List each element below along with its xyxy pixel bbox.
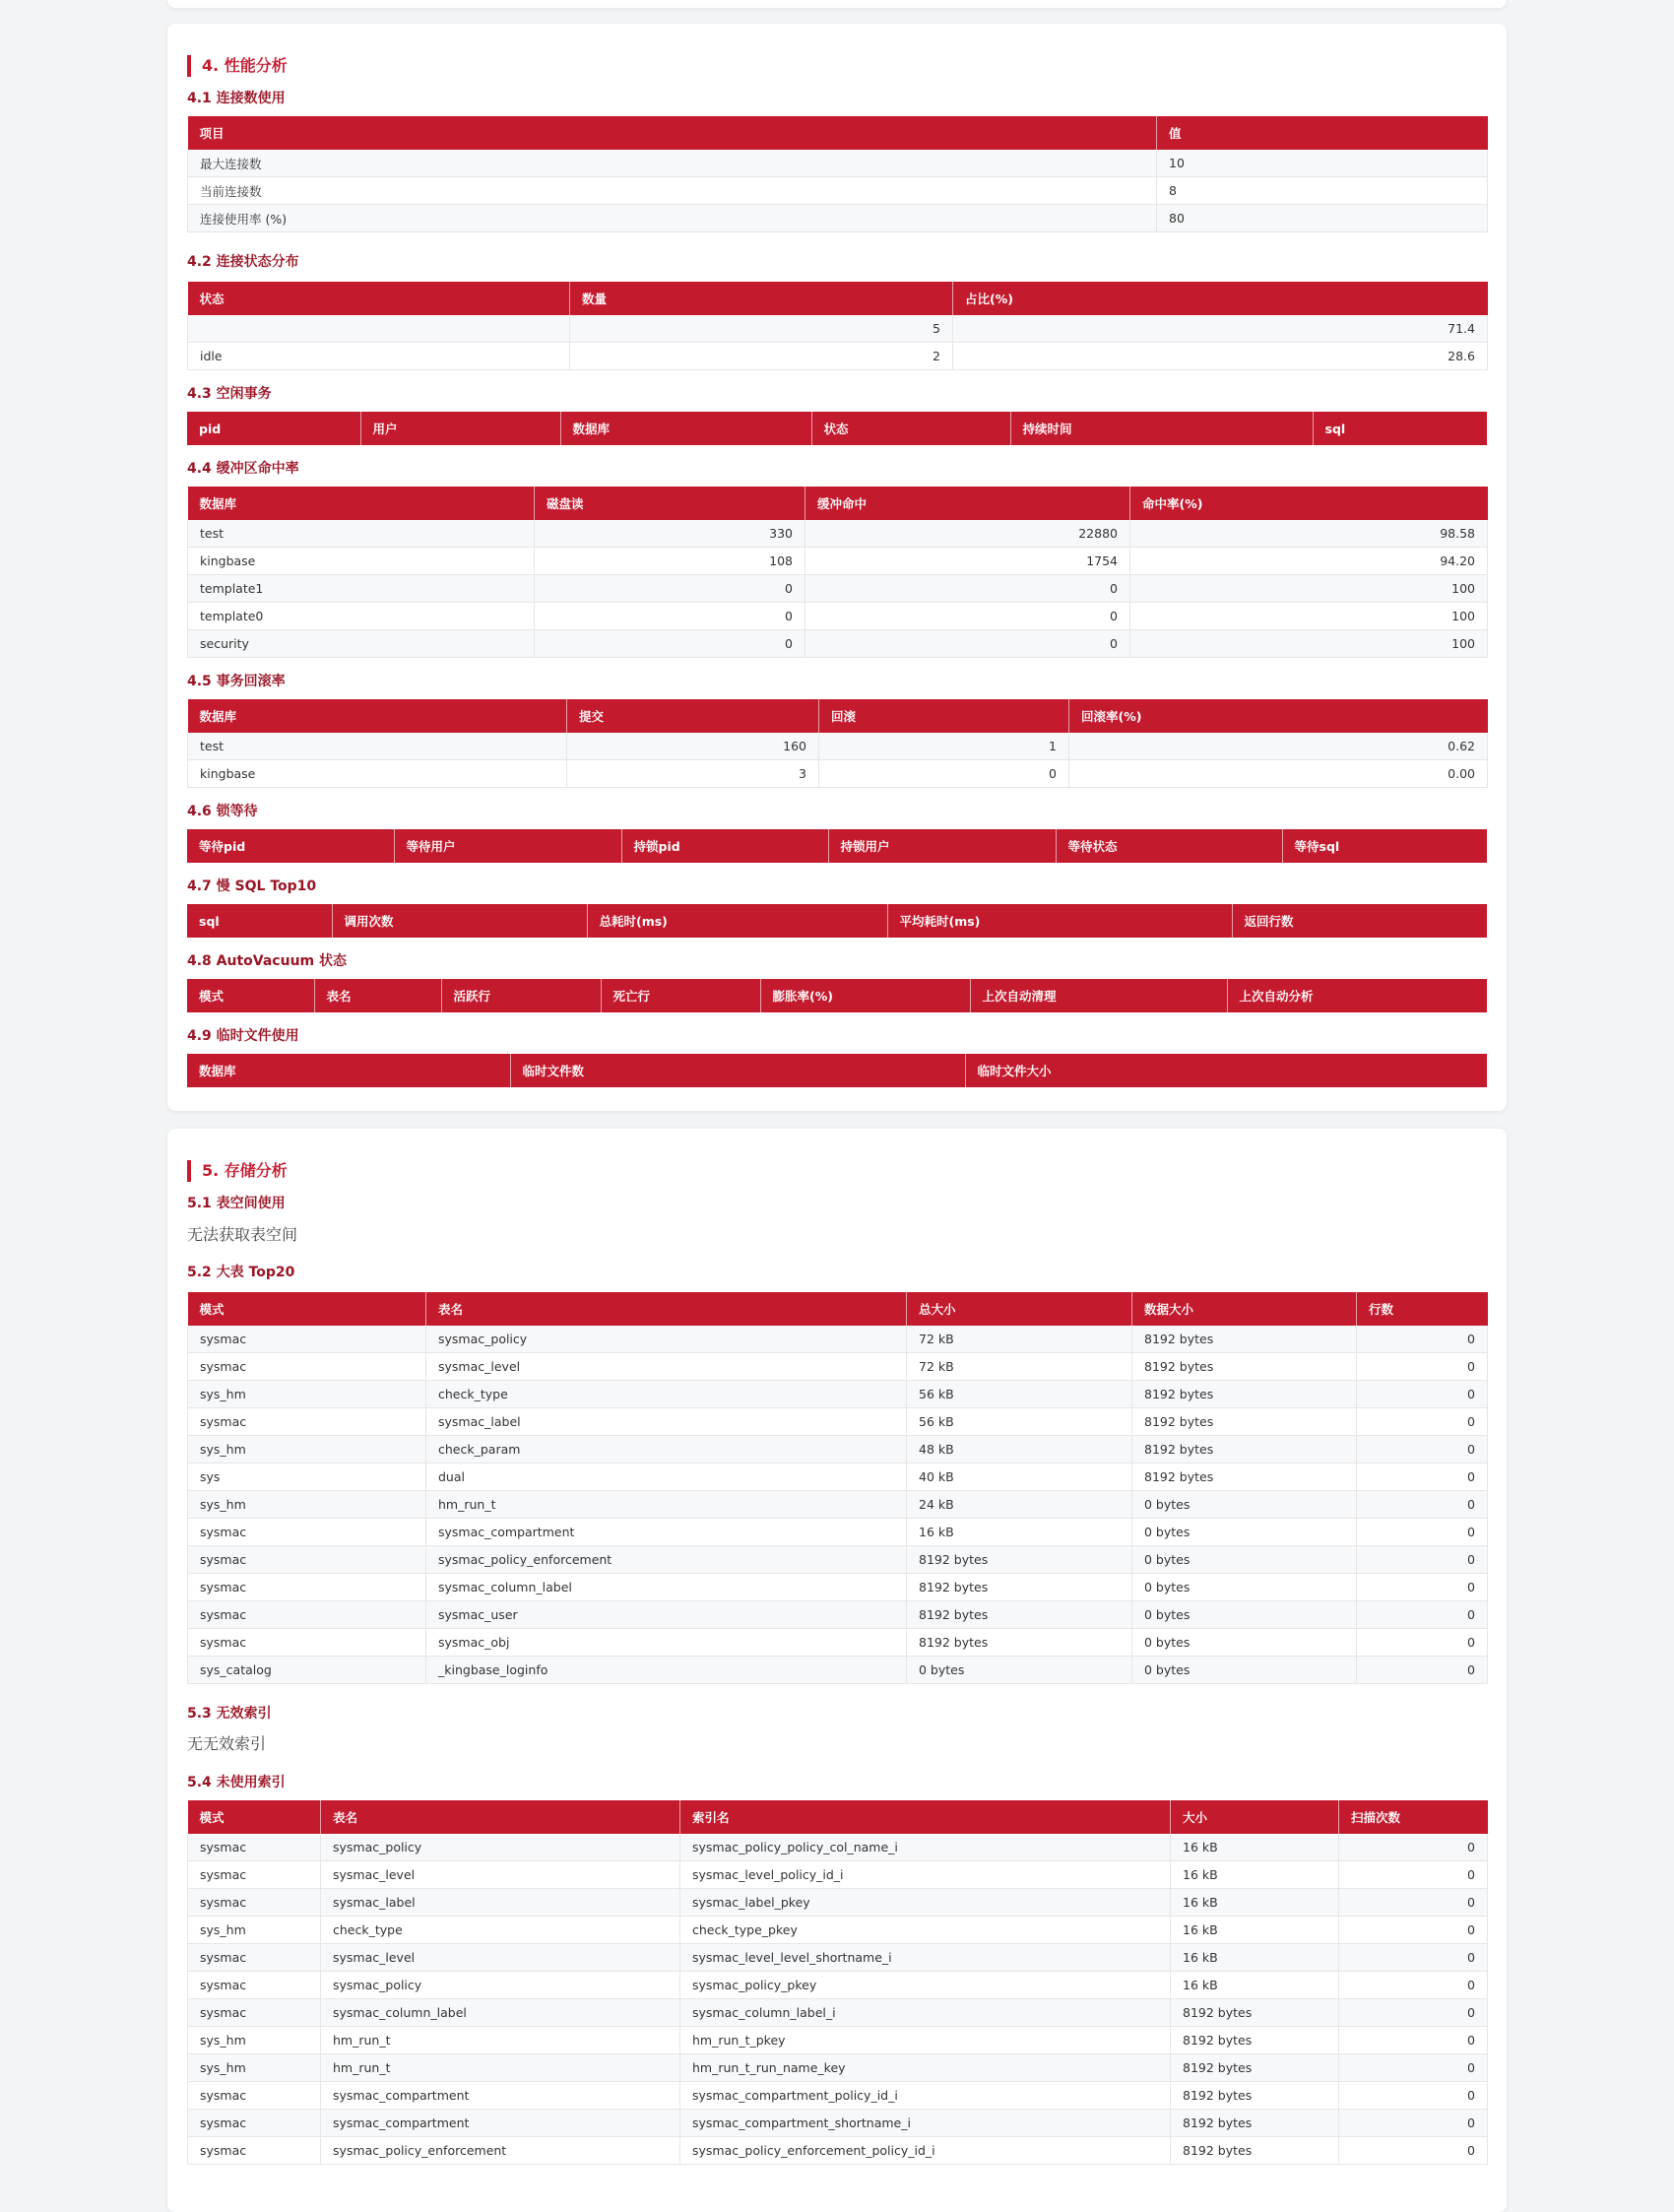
table-cell: sysmac_policy_policy_col_name_i (680, 1834, 1171, 1861)
table-cell: 0 (1357, 1408, 1488, 1436)
table-cell: 0 bytes (1132, 1574, 1357, 1601)
table-cell: 16 kB (1171, 1944, 1339, 1972)
subsection-title-large-tables: 5.2 大表 Top20 (187, 1265, 295, 1280)
table-cell: kingbase (188, 548, 535, 575)
column-header: 调用次数 (332, 904, 587, 938)
table-cell: sysmac (188, 1972, 321, 1999)
table-cell: 56 kB (907, 1408, 1132, 1436)
column-header: 模式 (187, 979, 314, 1012)
column-header: 等待状态 (1056, 829, 1282, 863)
unused-indexes-table (187, 1800, 1488, 2165)
large-tables-table (187, 1292, 1488, 1684)
table-row (188, 1834, 1488, 1861)
table-cell: sysmac (188, 1326, 426, 1353)
table-cell: sysmac_compartment_shortname_i (680, 2110, 1171, 2137)
table-row (188, 1491, 1488, 1519)
column-header: 死亡行 (601, 979, 760, 1012)
column-header: 数量 (570, 282, 953, 315)
subsection-title-unused-indexes: 5.4 未使用索引 (187, 1775, 286, 1790)
table-cell: sysmac_policy (321, 1972, 680, 1999)
column-header: 值 (1157, 116, 1488, 150)
table-cell: 0 (805, 603, 1130, 630)
table-cell: 0 (1357, 1574, 1488, 1601)
table-cell: 8192 bytes (1171, 2110, 1339, 2137)
table-cell: 48 kB (907, 1436, 1132, 1464)
table-cell: sysmac_level (321, 1861, 680, 1889)
table-cell: sysmac (188, 1574, 426, 1601)
table-row (188, 1381, 1488, 1408)
column-header: 扫描次数 (1339, 1800, 1488, 1834)
table-cell: 0.62 (1069, 733, 1488, 760)
table-cell: sys_hm (188, 1491, 426, 1519)
section-title-storage: 5. 存储分析 (187, 1160, 1467, 1182)
column-header: 项目 (188, 116, 1157, 150)
column-header: 磁盘读 (535, 487, 805, 520)
table-cell: 16 kB (1171, 1834, 1339, 1861)
table-cell: sysmac (188, 1944, 321, 1972)
table-cell: sysmac (188, 1546, 426, 1574)
column-header: 表名 (426, 1292, 907, 1326)
subsection-title-autovacuum: 4.8 AutoVacuum 状态 (187, 953, 347, 969)
table-cell: 100 (1130, 630, 1488, 658)
table-cell: sysmac_label (426, 1408, 907, 1436)
table-row (188, 548, 1488, 575)
connections-table (187, 116, 1488, 232)
table-cell: sysmac (188, 1999, 321, 2027)
table-cell: dual (426, 1464, 907, 1491)
table-cell: sysmac_policy (426, 1326, 907, 1353)
table-cell: 0 bytes (1132, 1546, 1357, 1574)
table-cell: 8 (1157, 177, 1488, 205)
table-cell: sys (188, 1464, 426, 1491)
table-cell: 0 (1357, 1464, 1488, 1491)
table-cell: sysmac_column_label_i (680, 1999, 1171, 2027)
lock-wait-table (187, 829, 1487, 863)
table-cell: sysmac_compartment (321, 2082, 680, 2110)
table-cell: 0 bytes (1132, 1491, 1357, 1519)
table-cell: 0 (1339, 2110, 1488, 2137)
table-cell: sysmac_label_pkey (680, 1889, 1171, 1917)
column-header: 膨胀率(%) (760, 979, 970, 1012)
column-header: 命中率(%) (1130, 487, 1488, 520)
storage-analysis-card (167, 1129, 1507, 2212)
table-row (188, 1944, 1488, 1972)
table-cell: 24 kB (907, 1491, 1132, 1519)
connection-states-table (187, 282, 1488, 370)
table-cell: 80 (1157, 205, 1488, 232)
column-header: 状态 (188, 282, 570, 315)
autovacuum-table (187, 979, 1487, 1012)
column-header: 数据库 (188, 699, 567, 733)
table-row (188, 1917, 1488, 1944)
table-cell: 0 (1357, 1657, 1488, 1684)
table-cell: hm_run_t (321, 2054, 680, 2082)
table-cell: 0 bytes (907, 1657, 1132, 1684)
table-cell: 0 (805, 575, 1130, 603)
table-row (188, 1436, 1488, 1464)
table-cell: 0 (1339, 1944, 1488, 1972)
temp-files-table (187, 1054, 1487, 1087)
table-cell: template1 (188, 575, 535, 603)
table-cell: test (188, 733, 567, 760)
table-cell: idle (188, 343, 570, 370)
subsection-title-slow-sql: 4.7 慢 SQL Top10 (187, 878, 317, 894)
table-cell: 71.4 (953, 315, 1488, 343)
table-cell: sysmac (188, 1519, 426, 1546)
table-cell: 最大连接数 (188, 150, 1157, 177)
column-header: 平均耗时(ms) (887, 904, 1232, 938)
table-cell: sysmac (188, 1601, 426, 1629)
table-cell: sysmac (188, 2082, 321, 2110)
table-cell: 0 (535, 603, 805, 630)
table-cell: 16 kB (907, 1519, 1132, 1546)
column-header: 数据大小 (1132, 1292, 1357, 1326)
table-cell: sysmac_compartment (426, 1519, 907, 1546)
table-cell: check_type (426, 1381, 907, 1408)
table-cell: sysmac (188, 1353, 426, 1381)
column-header: 上次自动清理 (970, 979, 1227, 1012)
column-header: 持续时间 (1010, 412, 1313, 445)
table-cell: 8192 bytes (1171, 2027, 1339, 2054)
table-cell: 8192 bytes (907, 1601, 1132, 1629)
table-cell: check_type (321, 1917, 680, 1944)
table-row (188, 630, 1488, 658)
table-cell: hm_run_t (321, 2027, 680, 2054)
column-header: 表名 (314, 979, 441, 1012)
table-cell: 8192 bytes (1171, 2082, 1339, 2110)
table-cell: sysmac (188, 1629, 426, 1657)
table-cell: sysmac (188, 1889, 321, 1917)
table-cell: hm_run_t (426, 1491, 907, 1519)
table-cell: sysmac_level_policy_id_i (680, 1861, 1171, 1889)
table-cell: sysmac_column_label (426, 1574, 907, 1601)
table-cell: 0 (535, 630, 805, 658)
section-title-performance: 4. 性能分析 (187, 55, 1467, 77)
column-header: 缓冲命中 (805, 487, 1130, 520)
subsection-title-rollback-rate: 4.5 事务回滚率 (187, 674, 286, 689)
table-cell: 0 bytes (1132, 1657, 1357, 1684)
column-header: 占比(%) (953, 282, 1488, 315)
table-row (188, 1546, 1488, 1574)
table-cell: 5 (570, 315, 953, 343)
table-cell: 16 kB (1171, 1917, 1339, 1944)
table-row (188, 150, 1488, 177)
table-cell: 100 (1130, 575, 1488, 603)
table-cell: sys_hm (188, 1917, 321, 1944)
table-cell: sysmac_policy_enforcement (426, 1546, 907, 1574)
column-header: 等待用户 (394, 829, 621, 863)
table-row (188, 1326, 1488, 1353)
table-cell: 40 kB (907, 1464, 1132, 1491)
table-cell: security (188, 630, 535, 658)
table-cell: 72 kB (907, 1326, 1132, 1353)
table-cell: sysmac (188, 1408, 426, 1436)
table-cell: 8192 bytes (1171, 2137, 1339, 2165)
table-row (188, 2137, 1488, 2165)
table-cell: 当前连接数 (188, 177, 1157, 205)
column-header: 持锁用户 (828, 829, 1056, 863)
table-row (188, 575, 1488, 603)
column-header: 状态 (811, 412, 1010, 445)
table-cell: check_type_pkey (680, 1917, 1171, 1944)
table-cell: sysmac_obj (426, 1629, 907, 1657)
subsection-title-idle-transactions: 4.3 空闲事务 (187, 386, 272, 402)
table-row (188, 1408, 1488, 1436)
subsection-title-lock-wait: 4.6 锁等待 (187, 804, 258, 819)
subsection-title-connections: 4.1 连接数使用 (187, 91, 286, 106)
table-cell: 0 (819, 760, 1069, 788)
table-row (188, 1601, 1488, 1629)
table-cell (188, 315, 570, 343)
table-cell: sysmac_level (426, 1353, 907, 1381)
table-cell: 0 (1357, 1629, 1488, 1657)
table-cell: 330 (535, 520, 805, 548)
table-row (188, 1464, 1488, 1491)
buffer-hit-table (187, 487, 1488, 658)
subsection-title-connection-states: 4.2 连接状态分布 (187, 254, 299, 270)
table-row (188, 1972, 1488, 1999)
table-cell: sysmac_compartment_policy_id_i (680, 2082, 1171, 2110)
table-cell: sys_hm (188, 1381, 426, 1408)
column-header: 回滚 (819, 699, 1069, 733)
table-cell: sysmac (188, 2110, 321, 2137)
table-cell: 16 kB (1171, 1972, 1339, 1999)
table-cell: 0 (1357, 1381, 1488, 1408)
table-cell: test (188, 520, 535, 548)
rollback-rate-table (187, 699, 1488, 788)
column-header: 数据库 (188, 487, 535, 520)
table-cell: sys_hm (188, 2027, 321, 2054)
column-header: 索引名 (680, 1800, 1171, 1834)
table-row (188, 205, 1488, 232)
table-row (188, 2027, 1488, 2054)
table-cell: 0 (1357, 1491, 1488, 1519)
table-cell: hm_run_t_run_name_key (680, 2054, 1171, 2082)
column-header: 返回行数 (1232, 904, 1487, 938)
column-header: 持锁pid (621, 829, 828, 863)
table-cell: 28.6 (953, 343, 1488, 370)
table-cell: 3 (567, 760, 819, 788)
subsection-title-temp-files: 4.9 临时文件使用 (187, 1028, 299, 1044)
table-cell: sys_hm (188, 1436, 426, 1464)
table-cell: 0 (1339, 1889, 1488, 1917)
table-cell: 8192 bytes (1132, 1408, 1357, 1436)
table-row (188, 1574, 1488, 1601)
column-header: pid (187, 412, 360, 445)
table-cell: 1754 (805, 548, 1130, 575)
table-cell: 0 (1339, 1999, 1488, 2027)
performance-analysis-card (167, 24, 1507, 1111)
table-cell: sysmac_user (426, 1601, 907, 1629)
table-row (188, 2110, 1488, 2137)
table-cell: 0 (535, 575, 805, 603)
column-header: 模式 (188, 1800, 321, 1834)
table-row (188, 1889, 1488, 1917)
table-cell: 0 (1357, 1326, 1488, 1353)
table-cell: sysmac_column_label (321, 1999, 680, 2027)
table-cell: 0 (1339, 1972, 1488, 1999)
column-header: 大小 (1171, 1800, 1339, 1834)
column-header: 模式 (188, 1292, 426, 1326)
table-cell: 8192 bytes (1171, 1999, 1339, 2027)
table-cell: sysmac_level (321, 1944, 680, 1972)
table-cell: sysmac_policy_enforcement (321, 2137, 680, 2165)
table-cell: 0 (1357, 1353, 1488, 1381)
column-header: sql (187, 904, 332, 938)
table-cell: kingbase (188, 760, 567, 788)
table-cell: 108 (535, 548, 805, 575)
table-cell: 8192 bytes (1132, 1326, 1357, 1353)
table-cell: _kingbase_loginfo (426, 1657, 907, 1684)
table-cell: 8192 bytes (907, 1574, 1132, 1601)
table-cell: sys_hm (188, 2054, 321, 2082)
table-cell: 0 (1357, 1601, 1488, 1629)
table-cell: sysmac_level_level_shortname_i (680, 1944, 1171, 1972)
tablespace-note: 无法获取表空间 (187, 1225, 298, 1244)
table-cell: sysmac_policy_pkey (680, 1972, 1171, 1999)
column-header: 等待sql (1282, 829, 1487, 863)
column-header: 数据库 (187, 1054, 510, 1087)
column-header: 回滚率(%) (1069, 699, 1488, 733)
table-cell: 0 bytes (1132, 1601, 1357, 1629)
table-cell: 98.58 (1130, 520, 1488, 548)
table-row (188, 733, 1488, 760)
column-header: 数据库 (560, 412, 811, 445)
table-cell: 22880 (805, 520, 1130, 548)
table-cell: 8192 bytes (907, 1546, 1132, 1574)
table-row (188, 1353, 1488, 1381)
table-cell: 0 bytes (1132, 1629, 1357, 1657)
table-row (188, 343, 1488, 370)
table-cell: template0 (188, 603, 535, 630)
table-cell: 0 (1357, 1519, 1488, 1546)
table-cell: 1 (819, 733, 1069, 760)
column-header: 总大小 (907, 1292, 1132, 1326)
table-cell: 8192 bytes (1132, 1464, 1357, 1491)
table-cell: 0 (1339, 1917, 1488, 1944)
table-row (188, 1861, 1488, 1889)
table-row (188, 1999, 1488, 2027)
column-header: 上次自动分析 (1227, 979, 1487, 1012)
column-header: 用户 (360, 412, 560, 445)
table-row (188, 2082, 1488, 2110)
column-header: 临时文件大小 (965, 1054, 1487, 1087)
column-header: 总耗时(ms) (587, 904, 887, 938)
column-header: 行数 (1357, 1292, 1488, 1326)
table-cell: 0 (1339, 2082, 1488, 2110)
slow-sql-table (187, 904, 1487, 938)
table-cell: 0 (1339, 2027, 1488, 2054)
table-cell: check_param (426, 1436, 907, 1464)
table-cell: 8192 bytes (1171, 2054, 1339, 2082)
table-cell: sysmac_compartment (321, 2110, 680, 2137)
table-cell: 0 (1339, 1861, 1488, 1889)
table-row (188, 1519, 1488, 1546)
subsection-title-buffer-hit: 4.4 缓冲区命中率 (187, 461, 299, 477)
table-cell: sysmac (188, 1834, 321, 1861)
table-cell: 8192 bytes (1132, 1353, 1357, 1381)
table-row (188, 1629, 1488, 1657)
table-row (188, 1657, 1488, 1684)
column-header: 表名 (321, 1800, 680, 1834)
table-cell: sysmac_policy (321, 1834, 680, 1861)
table-cell: 16 kB (1171, 1861, 1339, 1889)
table-cell: 0 bytes (1132, 1519, 1357, 1546)
table-cell: sysmac (188, 1861, 321, 1889)
table-cell: 0 (1339, 1834, 1488, 1861)
table-cell: 连接使用率 (%) (188, 205, 1157, 232)
invalid-indexes-note: 无无效索引 (187, 1734, 267, 1753)
table-cell: 8192 bytes (907, 1629, 1132, 1657)
table-row (188, 177, 1488, 205)
table-cell: 56 kB (907, 1381, 1132, 1408)
table-cell: 100 (1130, 603, 1488, 630)
table-cell: 0 (805, 630, 1130, 658)
previous-card (167, 0, 1507, 8)
table-cell: 160 (567, 733, 819, 760)
table-cell: sys_catalog (188, 1657, 426, 1684)
table-cell: 10 (1157, 150, 1488, 177)
table-cell: 2 (570, 343, 953, 370)
table-row (188, 760, 1488, 788)
column-header: sql (1313, 412, 1487, 445)
table-cell: 8192 bytes (1132, 1381, 1357, 1408)
column-header: 活跃行 (441, 979, 601, 1012)
subsection-title-invalid-indexes: 5.3 无效索引 (187, 1706, 272, 1722)
table-cell: 0 (1357, 1436, 1488, 1464)
table-cell: 0 (1339, 2054, 1488, 2082)
table-cell: sysmac_policy_enforcement_policy_id_i (680, 2137, 1171, 2165)
table-row (188, 603, 1488, 630)
table-cell: 72 kB (907, 1353, 1132, 1381)
table-cell: sysmac_label (321, 1889, 680, 1917)
column-header: 提交 (567, 699, 819, 733)
column-header: 临时文件数 (510, 1054, 965, 1087)
table-cell: 8192 bytes (1132, 1436, 1357, 1464)
table-row (188, 315, 1488, 343)
table-cell: 0.00 (1069, 760, 1488, 788)
table-cell: sysmac (188, 2137, 321, 2165)
subsection-title-tablespace: 5.1 表空间使用 (187, 1196, 286, 1211)
idle-transactions-table (187, 412, 1487, 445)
table-cell: 16 kB (1171, 1889, 1339, 1917)
table-row (188, 2054, 1488, 2082)
table-cell: 0 (1357, 1546, 1488, 1574)
table-cell: 94.20 (1130, 548, 1488, 575)
table-cell: hm_run_t_pkey (680, 2027, 1171, 2054)
table-cell: 0 (1339, 2137, 1488, 2165)
table-row (188, 520, 1488, 548)
column-header: 等待pid (187, 829, 394, 863)
